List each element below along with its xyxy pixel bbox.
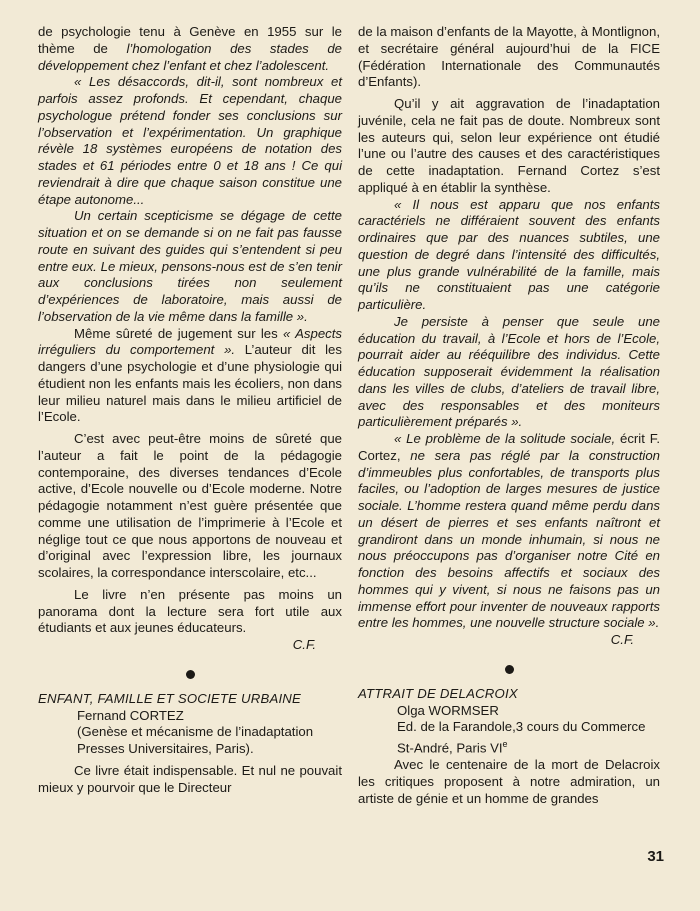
left-quote-paragraph-1: « Les désaccords, dit-il, sont nombreux et parfois assez profonds. Et cependant, chaque psychologue prétend fonder ses conclusions sur l’observation et l’expérimentation. Un graphique révèle 18 systèmes européens de notation des stades et 61 périodes entre 0 et 18 ans ! Ce qui reviendrait à dire que chaque saison constitue une étape autonome... <box>38 74 342 207</box>
section-bullet-icon <box>186 670 195 679</box>
paragraph-text: L’auteur dit les dangers d’une psychologie et d’une physiologie qui étudient non les enfants mais les écoliers, non dans leur milieu naturel mais dans le milieu artificiel de l’Ecole. <box>38 342 342 425</box>
paragraph-text: Même sûreté de jugement sur les <box>74 325 283 341</box>
paragraph-italic-text: ne sera pas réglé par la construction d’immeubles plus confortables, de transports plus faciles, ou l’adoption de larges mesures de justice sociale. L’homme restera quand même perdu dans un désert de pierres et ses enfants naîtront et grandiront dans un monde inhumain, si nous ne nous préoccupons pas d’organiser notre Cité en fonction des besoins affectifs et sociaux des hommes qui y vivent, si nous ne faisons pas un immense effort pour inventer de nouveaux rapports entre les hommes, une nouvelle structure sociale ». <box>358 447 660 631</box>
section-bullet-icon <box>505 665 514 674</box>
review-author: Olga WORMSER <box>397 702 499 718</box>
left-column <box>38 24 342 796</box>
page-number: 31 <box>647 848 664 865</box>
left-quote-paragraph-2: Un certain scepticisme se dégage de cette situation et on se demande si on ne fait pas fausse route en suivant des guides qui s’entendent si peu entre eux. Le mieux, pensons-nous est de s’en tenir aux conclusions tirées non seulement d’expériences de laboratoire, mais aussi de l’observation de la vie même dans la famille ». <box>38 208 342 324</box>
paragraph-text: de psychologie tenu à Genève en 1955 sur le thème de <box>38 24 342 56</box>
left-paragraph-5: C’est avec peut-être moins de sûreté que l’auteur a fait le point de la pédagogie contemporaine, des diverses tendances d’Ecole active, d’Ecole nouvelle ou d’Ecole moderne. Notre pédagogie notamment n’est guère présentée que comme une utilisation de l’imprimerie à l’Ecole et néglige tout ce que nous apportons de nouveau et d’original avec l’expression libre, les journaux scolaires, la correspondance interscolaire, etc... <box>38 431 342 580</box>
review-paragraph: Avec le centenaire de la mort de Delacroix les critiques proposent à notre admiration, un artiste de génie et un homme de grandes <box>358 757 660 806</box>
paragraph-italic-text: « Le problème de la solitude sociale, <box>394 431 620 446</box>
signature: C.F. <box>610 632 634 647</box>
paragraph-italic-text: l’homologation des stades de développement chez l’enfant et chez l’adolescent. <box>38 40 342 73</box>
paragraph-text: écrit F. Cortez, <box>358 431 660 463</box>
review-heading: ENFANT, FAMILLE ET SOCIETE URBAINE <box>38 690 302 706</box>
review-author: Fernand CORTEZ <box>77 707 184 723</box>
right-quote-paragraph-3 <box>358 431 660 632</box>
review-publication-info: (Genèse et mécanisme de l’inadaptation Presses Universitaires, Paris). <box>77 724 314 756</box>
right-paragraph-2: Qu’il y ait aggravation de l’inadaptation juvénile, cela ne fait pas de doute. Nombreux sont les auteurs qui, selon leur expérience ont étudié l’une ou l’autre des causes et des caractéristiques de cette inadaptation. Fernand Cortez s’est appliqué à en établir la synthèse. <box>358 96 660 195</box>
right-column <box>358 24 660 807</box>
right-quote-paragraph-2: Je persiste à penser que seule une éducation du travail, à l’Ecole et hors de l’Ecole, pourrait aider au rééquilibre des individus. Cette éducation supposerait évidemment la réalisation dans les villes de clubs, d’ateliers de travail libre, avec des responsables et des moniteurs particulièrement préparés ». <box>358 313 660 430</box>
publication-address: St-André, Paris VI <box>397 740 503 756</box>
review-publication-info <box>358 736 660 757</box>
right-quote-paragraph-1: « Il nous est apparu que nos enfants caractériels ne différaient souvent des enfants ordinaires que par des nuances subtiles, une question de degré dans l’intensité des difficultés, une plus grande vulnérabilité de la famille, mais qu’ils ne constituaient pas une catégorie particulière. <box>358 196 660 312</box>
publication-address-superscript: e <box>502 739 508 749</box>
signature: C.F. <box>292 637 316 652</box>
review-paragraph: Ce livre était indispensable. Et nul ne pouvait mieux y pourvoir que le Directeur <box>38 762 342 795</box>
paragraph-italic-text: « Aspects irréguliers du comportement ». <box>38 325 343 358</box>
review-heading: ATTRAIT DE DELACROIX <box>358 685 518 701</box>
right-paragraph-1: de la maison d’enfants de la Mayotte, à Montlignon, et secrétaire général aujourd’hui de la FICE (Fédération Internationale des Communautés d’Enfants). <box>358 24 660 90</box>
review-publication-info: Ed. de la Farandole,3 cours du Commerce <box>397 719 646 735</box>
left-paragraph-6: Le livre n’en présente pas moins un panorama dont la lecture sera fort utile aux étudiants et aux jeunes éducateurs. <box>38 586 342 636</box>
left-paragraph-1 <box>38 24 342 74</box>
left-paragraph-4 <box>38 326 342 427</box>
